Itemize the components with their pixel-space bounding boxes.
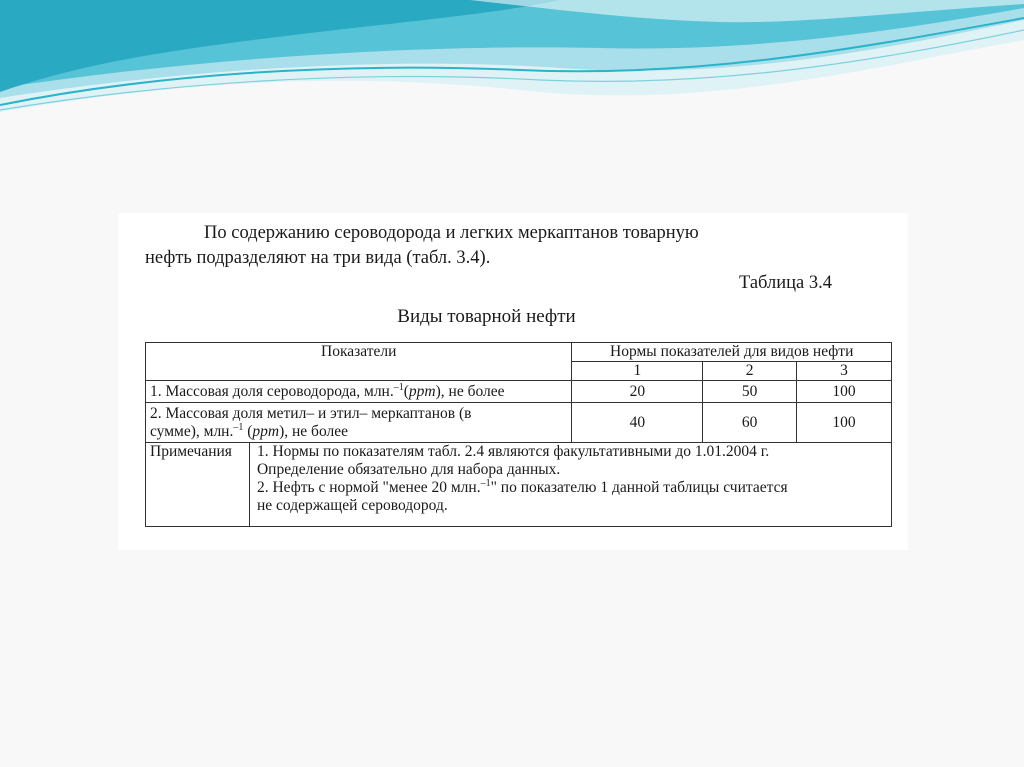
- document-excerpt: [118, 213, 908, 550]
- row-2-label: 2. Массовая доля метил– и этил– меркаптанов (в сумме), млн.$^{-1}$ (ppm), не более: [146, 403, 572, 443]
- intro-line-1: По содержанию сероводорода и легких меркаптанов товарную: [204, 223, 699, 243]
- type-3: 3: [797, 362, 892, 381]
- intro-paragraph: [145, 221, 845, 271]
- row-1-value-3: 100: [797, 381, 892, 403]
- row-1-label: 1. Массовая доля сероводорода, млн.$^{-1}$(ppm), не более: [146, 381, 572, 403]
- decorative-waves: [0, 0, 1024, 130]
- oil-norms-table: [145, 342, 892, 527]
- type-2: 2: [703, 362, 797, 381]
- table-row: [146, 381, 892, 403]
- table-title: Виды товарной нефти: [397, 306, 576, 327]
- row-1-value-1: 20: [572, 381, 703, 403]
- note-line-3: 2. Нефть с нормой "менее 20 млн.$^{-1}$" по показателю 1 данной таблицы считается: [256, 477, 788, 496]
- header-indicators: Показатели: [146, 343, 572, 381]
- row-2-value-1: 40: [572, 403, 703, 443]
- note-line-4: не содержащей сероводород.: [256, 497, 448, 514]
- type-1: 1: [572, 362, 703, 381]
- note-line-2: Определение обязательно для набора данных.: [256, 461, 561, 478]
- notes-row: [146, 443, 892, 527]
- intro-line-2: нефть подразделяют на три вида (табл. 3.4).: [145, 248, 491, 268]
- row-2-value-2: 60: [703, 403, 797, 443]
- row-1-value-2: 50: [703, 381, 797, 403]
- notes-label: Примечания: [146, 443, 250, 527]
- table-row: [146, 403, 892, 443]
- header-norms: Нормы показателей для видов нефти: [572, 343, 892, 362]
- header-row: [146, 343, 892, 362]
- row-2-value-3: 100: [797, 403, 892, 443]
- notes-text: [249, 443, 891, 527]
- note-line-1: 1. Нормы по показателям табл. 2.4 являются факультативными до 1.01.2004 г.: [256, 443, 770, 460]
- table-number: Таблица 3.4: [739, 273, 832, 293]
